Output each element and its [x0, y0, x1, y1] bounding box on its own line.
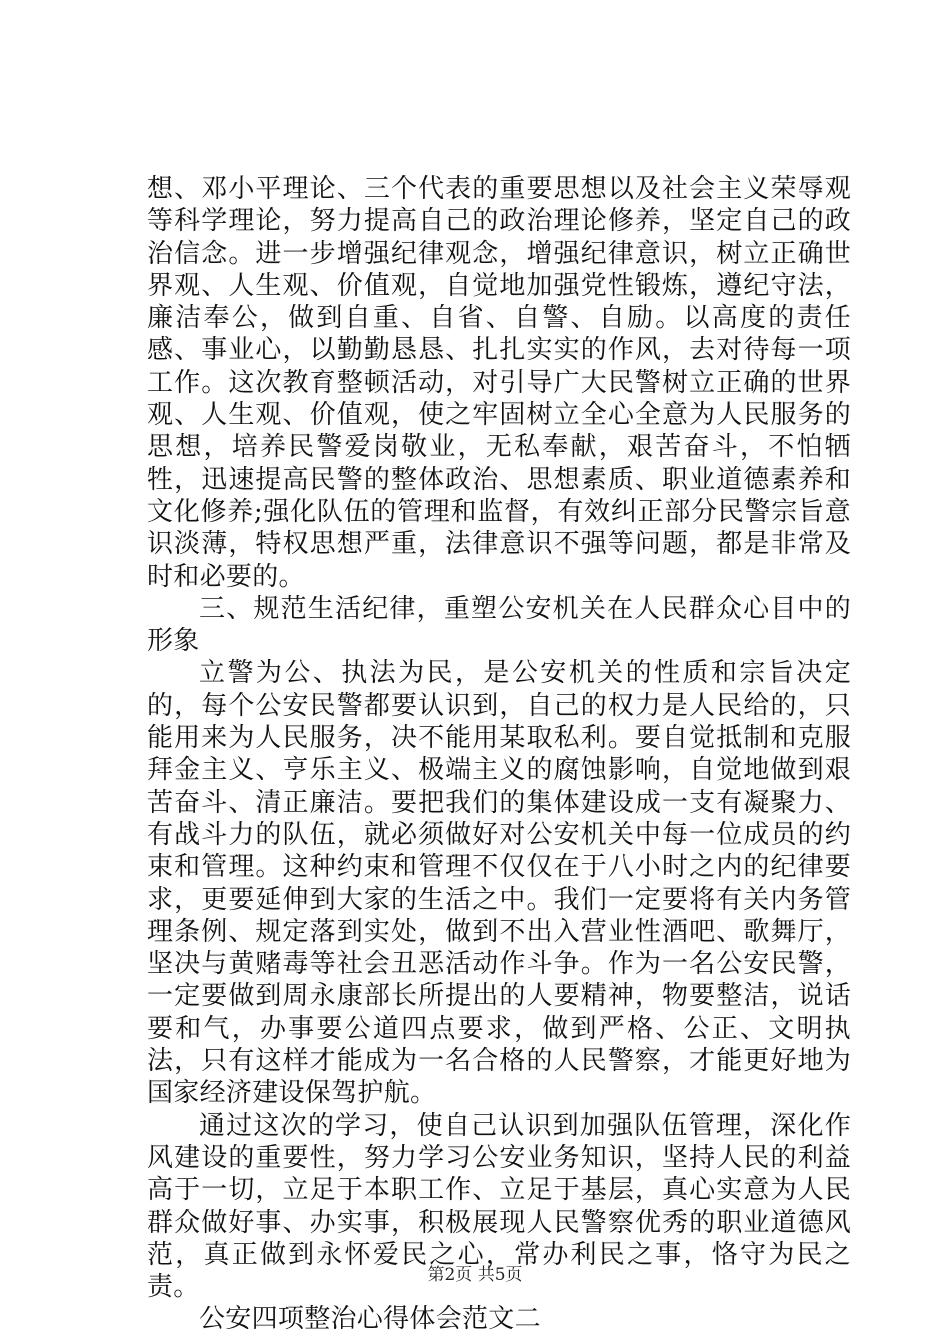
next-article-title: 公安四项整治心得体会范文二 [199, 1304, 541, 1335]
paragraph-continued: 想、邓小平理论、三个代表的重要思想以及社会主义荣辱观等科学理论，努力提高自己的政治理论修养，坚定自己的政治信念。进一步增强纪律观念，增强纪律意识，树立正确世界观、人生观、价值观，自觉地加强党性锻炼，遵纪守法，廉洁奉公，做到自重、自省、自警、自励。以高度的责任感、事业心，以勤勤恳恳、扎扎实实的作风，去对待每一项工作。这次教育整顿活动，对引导广大民警树立正确的世界观、人生观、价值观，使之牢固树立全心全意为人民服务的思想，培养民警爱岗敬业，无私奉献，艰苦奋斗，不怕牺牲，迅速提高民警的整体政治、思想素质、职业道德素养和文化修养;强化队伍的管理和监督，有效纠正部分民警宗旨意识淡薄，特权思想严重，法律意识不强等问题，都是非常及时和必要的。 [147, 174, 851, 592]
section-heading-3: 三、规范生活纪律，重塑公安机关在人民群众心目中的形象 [147, 593, 851, 657]
paragraph: 立警为公、执法为民，是公安机关的性质和宗旨决定的，每个公安民警都要认识到，自己的权力是人民给的，只能用来为人民服务，决不能用某取私利。要自觉抵制和克服拜金主义、亨乐主义、极端主义的腐蚀影响，自觉地做到艰苦奋斗、清正廉洁。要把我们的集体建设成一支有凝聚力、有战斗力的队伍，就必须做好对公安机关中每一位成员的约束和管理。这种约束和管理不仅仅在于八小时之内的纪律要求，更要延伸到大家的生活之中。我们一定要将有关内务管理条例、规定落到实处，做到不出入营业性酒吧、歌舞厅，坚决与黄赌毒等社会丑恶活动作斗争。作为一名公安民警，一定要做到周永康部长所提出的人要精神，物要整洁，说话要和气，办事要公道四点要求，做到严格、公正、文明执法，只有这样才能成为一名合格的人民警察，才能更好地为国家经济建设保驾护航。 [147, 658, 851, 1109]
page-number-footer: 第2页 共5页 [427, 1265, 523, 1285]
paragraph: 通过这次的学习，使自己认识到加强队伍管理，深化作风建设的重要性，努力学习公安业务知识，坚持人民的利益高于一切，立足于本职工作、立足于基层，真心实意为人民群众做好事、办实事，积极展现人民警察优秀的职业道德风范，真正做到永怀爱民之心，常办利民之事，恪守为民之责。 [147, 1110, 851, 1303]
document-body [147, 173, 851, 1336]
